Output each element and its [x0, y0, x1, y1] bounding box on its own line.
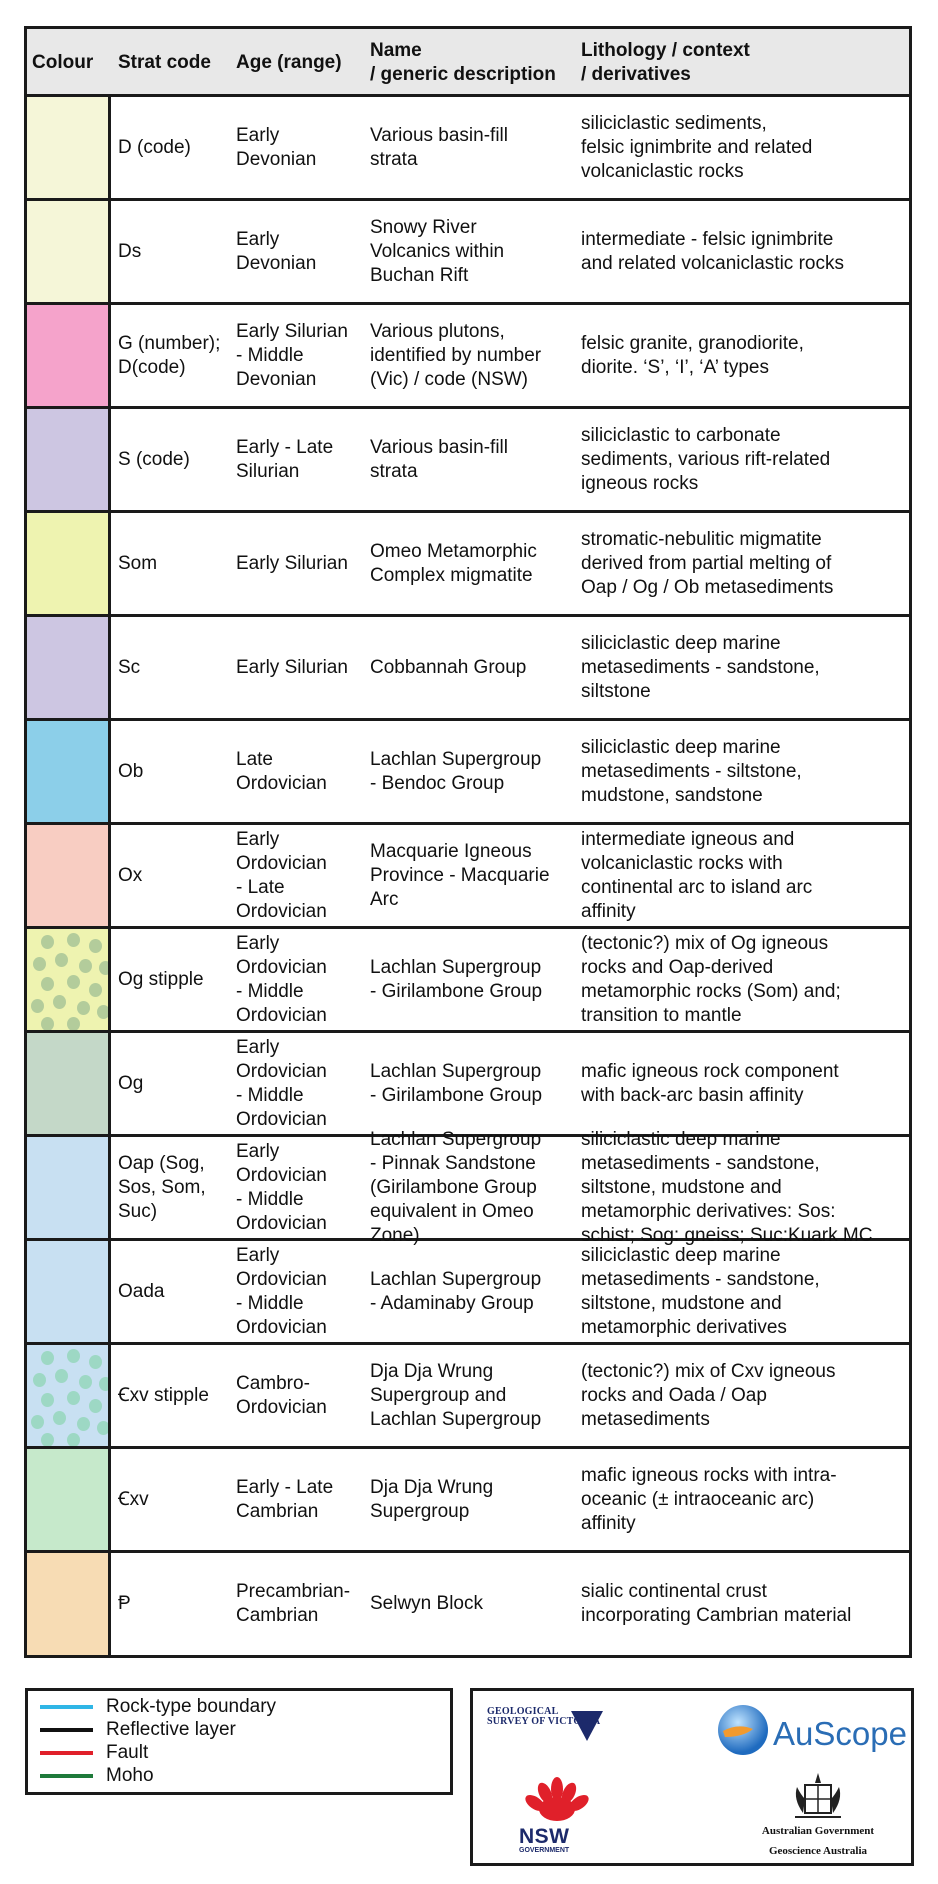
colour-swatch	[27, 97, 111, 198]
line-legend-label: Reflective layer	[106, 1718, 236, 1740]
name-cell	[368, 1449, 580, 1550]
lithology-cell-text: intermediate - felsic ignimbrite and related volcaniclastic rocks	[581, 228, 844, 274]
name-cell-text: Lachlan Supergroup - Girilambone Group	[370, 1060, 543, 1106]
table-row	[27, 1449, 909, 1553]
colour-swatch	[27, 617, 111, 718]
stipple-dot	[55, 953, 68, 967]
name-cell-text: Various basin-fill strata	[370, 124, 508, 170]
lithology-cell-text: (tectonic?) mix of Cxv igneous rocks and Oada / Oap metasediments	[581, 1360, 836, 1430]
table-row	[27, 513, 909, 617]
table-row	[27, 97, 909, 201]
colour-swatch	[27, 825, 111, 926]
strat-code-cell	[111, 1137, 232, 1238]
coat-of-arms-icon	[743, 1769, 893, 1823]
name-cell	[368, 1345, 580, 1446]
strat-code-cell-text: Oap (Sog, Sos, Som, Suc)	[118, 1152, 206, 1222]
table-body	[27, 97, 909, 1655]
age-cell-text: Early Silurian - Middle Devonian	[236, 320, 348, 390]
lithology-cell-text: siliciclastic deep marine metasediments - siltstone, mudstone, sandstone	[581, 736, 802, 806]
stipple-dot	[89, 983, 102, 997]
strat-code-cell	[111, 513, 232, 614]
stipple-dot	[99, 961, 111, 975]
table-row	[27, 409, 909, 513]
lithology-cell-text: siliciclastic deep marine metasediments - sandstone, siltstone, mudstone and metamorphic derivatives	[581, 1244, 820, 1338]
stipple-dot	[55, 1369, 68, 1383]
stipple-dot	[99, 1377, 111, 1391]
lithology-cell	[580, 1033, 909, 1134]
nsw-government-text: GOVERNMENT	[519, 1847, 570, 1854]
strat-code-cell-text: Og	[118, 1072, 144, 1094]
name-cell-text: Dja Dja Wrung Supergroup and Lachlan Supergroup	[370, 1360, 542, 1430]
stipple-dot	[41, 1017, 54, 1030]
name-cell-text: Lachlan Supergroup - Pinnak Sandstone (Girilambone Group equivalent in Omeo Zone)	[370, 1128, 542, 1246]
waratah-icon	[517, 1775, 597, 1827]
name-cell-text: Various basin-fill strata	[370, 436, 508, 482]
lithology-cell-text: stromatic-nebulitic migmatite derived from partial melting of Oap / Og / Ob metasediments	[581, 528, 834, 598]
lithology-cell	[580, 1553, 909, 1655]
strat-code-cell-text: Oada	[118, 1280, 165, 1302]
header-age: Age (range)	[236, 52, 342, 73]
strat-code-cell	[111, 1449, 232, 1550]
name-cell	[368, 1241, 580, 1342]
age-cell	[232, 617, 368, 718]
name-cell	[368, 929, 580, 1030]
auscope-wordmark: AuScope	[773, 1715, 907, 1752]
lithology-cell	[580, 305, 909, 406]
colour-swatch	[27, 1553, 111, 1655]
strat-code-cell	[111, 409, 232, 510]
name-cell-text: Lachlan Supergroup - Adaminaby Group	[370, 1268, 542, 1314]
line-swatch	[40, 1774, 93, 1778]
colour-swatch	[27, 1345, 111, 1446]
line-swatch	[40, 1751, 93, 1755]
line-legend-label: Moho	[106, 1764, 154, 1786]
stipple-dot	[31, 999, 44, 1013]
colour-swatch	[27, 201, 111, 302]
age-cell	[232, 1033, 368, 1134]
gsv-logo	[487, 1701, 637, 1751]
age-cell	[232, 97, 368, 198]
strat-code-cell-text: Ox	[118, 864, 143, 886]
strat-code-cell	[111, 1241, 232, 1342]
name-cell-text: Various plutons, identified by number (Vic) / code (NSW)	[370, 320, 542, 390]
stipple-dot	[67, 1017, 80, 1030]
table-header	[27, 29, 909, 97]
stipple-dot	[31, 1415, 44, 1429]
stipple-dot	[33, 1373, 46, 1387]
strat-code-cell	[111, 201, 232, 302]
strat-code-cell-text: Som	[118, 552, 158, 574]
lithology-cell-text: intermediate igneous and volcaniclastic rocks with continental arc to island arc affinity	[581, 828, 813, 922]
colour-swatch	[27, 929, 111, 1030]
line-legend-item	[40, 1764, 450, 1787]
strat-code-cell-text: G (number); D(code)	[118, 332, 221, 378]
colour-swatch	[27, 1137, 111, 1238]
name-cell-text: Dja Dja Wrung Supergroup	[370, 1476, 494, 1522]
table-row	[27, 929, 909, 1033]
name-cell-text: Snowy River Volcanics within Buchan Rift	[370, 216, 505, 286]
strat-code-cell-text: Ds	[118, 240, 142, 262]
header-colour: Colour	[32, 52, 94, 73]
strat-code-cell-text: D (code)	[118, 136, 191, 158]
strat-code-cell	[111, 305, 232, 406]
gsv-logo-text: GEOLOGICAL SURVEY OF VICTORIA	[487, 1706, 601, 1727]
age-cell	[232, 1553, 368, 1655]
table-row	[27, 1553, 909, 1655]
lithology-cell	[580, 825, 909, 926]
age-cell	[232, 305, 368, 406]
name-cell	[368, 97, 580, 198]
age-cell-text: Early - Late Cambrian	[236, 1476, 334, 1522]
lithology-cell-text: siliciclastic to carbonate sediments, various rift-related igneous rocks	[581, 424, 831, 494]
lithology-cell-text: (tectonic?) mix of Og igneous rocks and Oap-derived metamorphic rocks (Som) and; transition to mantle	[581, 932, 841, 1026]
lithology-cell	[580, 97, 909, 198]
strat-code-cell	[111, 929, 232, 1030]
lithology-cell-text: sialic continental crust incorporating Cambrian material	[581, 1581, 852, 1626]
strat-code-cell	[111, 1345, 232, 1446]
name-cell	[368, 1033, 580, 1134]
stipple-dot	[77, 1417, 90, 1431]
australian-government-logo	[743, 1769, 893, 1861]
logos-panel	[470, 1688, 914, 1866]
age-cell	[232, 1241, 368, 1342]
line-legend-label: Fault	[106, 1741, 149, 1763]
stipple-dot	[41, 1351, 54, 1365]
table-row	[27, 721, 909, 825]
stipple-dot	[67, 933, 80, 947]
age-cell-text: Early Ordovician - Middle Ordovician	[236, 932, 327, 1026]
colour-swatch	[27, 1449, 111, 1550]
stipple-dot	[97, 1421, 110, 1435]
strat-code-cell	[111, 97, 232, 198]
age-cell-text: Cambro- Ordovician	[236, 1372, 327, 1418]
age-cell	[232, 1449, 368, 1550]
line-legend-label: Rock-type boundary	[106, 1695, 277, 1717]
stipple-dot	[67, 1391, 80, 1405]
lithology-cell	[580, 1241, 909, 1342]
lithology-cell	[580, 1128, 909, 1246]
lithology-cell	[580, 409, 909, 510]
lithology-cell-text: mafic igneous rocks with intra- oceanic (± intraoceanic arc) affinity	[581, 1464, 837, 1534]
strat-code-cell-text: Ꞓxv stipple	[118, 1384, 209, 1406]
lithology-cell	[580, 721, 909, 822]
stipple-dot	[41, 935, 54, 949]
stipple-dot	[89, 939, 102, 953]
table-row	[27, 1345, 909, 1449]
line-swatch	[40, 1728, 93, 1732]
stipple-dot	[67, 1433, 80, 1446]
name-cell-text: Macquarie Igneous Province - Macquarie Arc	[370, 840, 550, 910]
name-cell	[368, 1553, 580, 1655]
header-name: Name / generic description	[370, 40, 556, 85]
stipple-dot	[53, 995, 66, 1009]
header-strat-code: Strat code	[118, 52, 211, 73]
strat-legend-table	[24, 26, 912, 1658]
name-cell-text: Lachlan Supergroup - Bendoc Group	[370, 748, 542, 794]
table-row	[27, 1241, 909, 1345]
lithology-cell	[580, 617, 909, 718]
name-cell-text: Selwyn Block	[370, 1593, 483, 1614]
age-cell	[232, 929, 368, 1030]
stipple-dot	[53, 1411, 66, 1425]
stipple-dot	[79, 959, 92, 973]
lithology-cell	[580, 201, 909, 302]
auscope-logo	[713, 1701, 907, 1759]
stipple-dot	[79, 1375, 92, 1389]
age-cell-text: Early Devonian	[236, 124, 317, 170]
strat-code-cell-text: Ꞓxv	[118, 1488, 149, 1510]
lithology-cell	[580, 1449, 909, 1550]
age-cell-text: Precambrian- Cambrian	[236, 1581, 351, 1626]
age-cell-text: Early - Late Silurian	[236, 436, 334, 482]
stipple-dot	[97, 1005, 110, 1019]
strat-code-cell-text: Ᵽ	[118, 1593, 131, 1614]
line-legend	[25, 1688, 453, 1795]
table-row	[27, 1033, 909, 1137]
strat-code-cell	[111, 617, 232, 718]
name-cell	[368, 721, 580, 822]
strat-code-cell-text: S (code)	[118, 448, 190, 470]
age-cell	[232, 201, 368, 302]
age-cell	[232, 1137, 368, 1238]
table-row	[27, 201, 909, 305]
geoscience-australia-text: Geoscience Australia	[768, 1845, 868, 1857]
strat-code-cell	[111, 1033, 232, 1134]
lithology-cell	[580, 1345, 909, 1446]
name-cell	[368, 617, 580, 718]
age-cell	[232, 721, 368, 822]
age-cell	[232, 409, 368, 510]
strat-code-cell	[111, 825, 232, 926]
strat-code-cell-text: Ob	[118, 760, 144, 782]
age-cell-text: Late Ordovician	[236, 748, 327, 794]
age-cell	[232, 825, 368, 926]
header-lithology: Lithology / context / derivatives	[581, 40, 750, 85]
stipple-dot	[41, 1393, 54, 1407]
colour-swatch	[27, 305, 111, 406]
stipple-dot	[67, 975, 80, 989]
line-legend-item	[40, 1718, 450, 1741]
name-cell	[368, 201, 580, 302]
line-legend-item	[40, 1695, 450, 1718]
name-cell	[368, 825, 580, 926]
stipple-dot	[67, 1349, 80, 1363]
age-cell-text: Early Ordovician - Late Ordovician	[236, 828, 327, 922]
nsw-wordmark: NSW	[519, 1825, 570, 1848]
name-cell-text: Cobbannah Group	[370, 656, 527, 678]
strat-code-cell-text: Sc	[118, 656, 141, 678]
australian-government-text: Australian Government	[761, 1825, 875, 1837]
lithology-cell-text: siliciclastic sediments, felsic ignimbrite and related volcaniclastic rocks	[581, 112, 813, 182]
stipple-dot	[41, 1433, 54, 1446]
age-cell-text: Early Devonian	[236, 228, 317, 274]
age-cell-text: Early Ordovician - Middle Ordovician	[236, 1140, 327, 1234]
nsw-government-logo	[517, 1775, 597, 1857]
name-cell	[368, 305, 580, 406]
stipple-dot	[89, 1355, 102, 1369]
colour-swatch	[27, 409, 111, 510]
age-cell-text: Early Silurian	[236, 656, 348, 678]
age-cell-text: Early Ordovician - Middle Ordovician	[236, 1244, 327, 1338]
table-row	[27, 305, 909, 409]
lithology-cell-text: mafic igneous rock component with back-arc basin affinity	[581, 1060, 839, 1106]
line-swatch	[40, 1705, 93, 1709]
colour-swatch	[27, 721, 111, 822]
colour-swatch	[27, 513, 111, 614]
lithology-cell	[580, 929, 909, 1030]
name-cell	[368, 1128, 580, 1246]
name-cell-text: Omeo Metamorphic Complex migmatite	[370, 540, 537, 586]
name-cell	[368, 409, 580, 510]
stipple-dot	[89, 1399, 102, 1413]
colour-swatch	[27, 1241, 111, 1342]
name-cell	[368, 513, 580, 614]
auscope-globe-icon	[713, 1701, 773, 1759]
stipple-dot	[33, 957, 46, 971]
age-cell	[232, 1345, 368, 1446]
strat-code-cell	[111, 721, 232, 822]
age-cell	[232, 513, 368, 614]
table-row	[27, 617, 909, 721]
strat-code-cell-text: Og stipple	[118, 968, 204, 990]
name-cell-text: Lachlan Supergroup - Girilambone Group	[370, 956, 543, 1002]
lithology-cell-text: siliciclastic deep marine metasediments - sandstone, siltstone, mudstone and metamorphic derivatives: Sos: schist; Sog: gneiss; Suc:Kuark MC	[581, 1128, 873, 1246]
strat-code-cell	[111, 1553, 232, 1655]
lithology-cell	[580, 513, 909, 614]
line-legend-item	[40, 1741, 450, 1764]
table-row	[27, 825, 909, 929]
lithology-cell-text: felsic granite, granodiorite, diorite. ‘S’, ‘I’, ‘A’ types	[581, 332, 804, 378]
age-cell-text: Early Silurian	[236, 552, 348, 574]
age-cell-text: Early Ordovician - Middle Ordovician	[236, 1036, 327, 1130]
stipple-dot	[77, 1001, 90, 1015]
lithology-cell-text: siliciclastic deep marine metasediments - sandstone, siltstone	[581, 632, 820, 702]
stipple-dot	[41, 977, 54, 991]
colour-swatch	[27, 1033, 111, 1134]
table-row	[27, 1128, 909, 1246]
